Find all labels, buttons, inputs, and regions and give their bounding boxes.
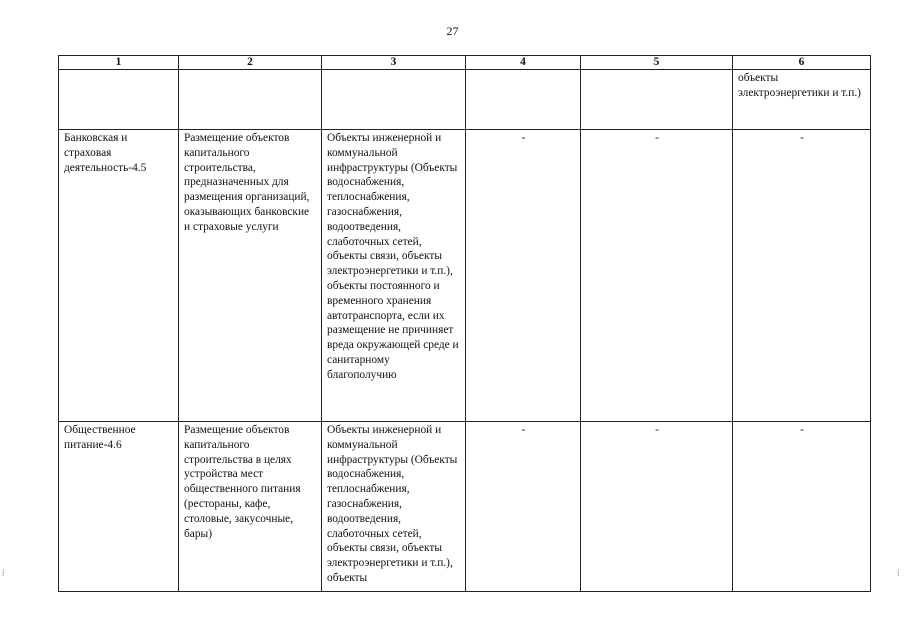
auxiliary-use-cell: Объекты инженерной и коммунальной инфраструктуры (Объекты водоснабжения, теплоснабжения, газоснабжения, водоотведения, слаботочных сетей, объекты связи, объекты электроэнергетики и т.п.), объекты: [322, 422, 466, 592]
table-cell: -: [581, 130, 733, 422]
table-header-row: [59, 56, 871, 70]
table-row: [59, 130, 871, 422]
table-cell: -: [466, 422, 581, 592]
column-header: 1: [59, 56, 179, 70]
activity-type-cell: Банковская и страховая деятельность-4.5: [59, 130, 179, 422]
table-cell: -: [581, 422, 733, 592]
activity-description-cell: Размещение объектов капитального строительства в целях устройства мест общественного питания (рестораны, кафе, столовые, закусочные, бары): [179, 422, 322, 592]
table-cell: -: [466, 130, 581, 422]
table-cell: [59, 70, 179, 130]
scan-edge-mark: ⁞: [897, 568, 900, 578]
table-row: [59, 422, 871, 592]
table-row: [59, 70, 871, 130]
column-header: 6: [733, 56, 871, 70]
activity-type-cell: Общественное питание-4.6: [59, 422, 179, 592]
activity-description-cell: Размещение объектов капитального строительства, предназначенных для размещения организаций, оказывающих банковские и страховые услуги: [179, 130, 322, 422]
column-header: 4: [466, 56, 581, 70]
page-number: 27: [446, 24, 459, 38]
table-cell: [466, 70, 581, 130]
column-header: 2: [179, 56, 322, 70]
land-use-table: [58, 55, 871, 592]
table-cell: -: [733, 422, 871, 592]
table-cell: -: [733, 130, 871, 422]
column-header: 5: [581, 56, 733, 70]
table-cell: объекты электроэнергетики и т.п.): [733, 70, 871, 130]
table-cell: [179, 70, 322, 130]
scan-edge-mark: ⁞: [2, 568, 5, 578]
column-header: 3: [322, 56, 466, 70]
table-cell: [322, 70, 466, 130]
auxiliary-use-cell: Объекты инженерной и коммунальной инфраструктуры (Объекты водоснабжения, теплоснабжения, газоснабжения, водоотведения, слаботочных сетей, объекты связи, объекты электроэнергетики и т.п.), объекты постоянного и временного хранения автотранспорта, если их размещение не причиняет вреда окружающей среде и санитарному благополучию: [322, 130, 466, 422]
table-cell: [581, 70, 733, 130]
